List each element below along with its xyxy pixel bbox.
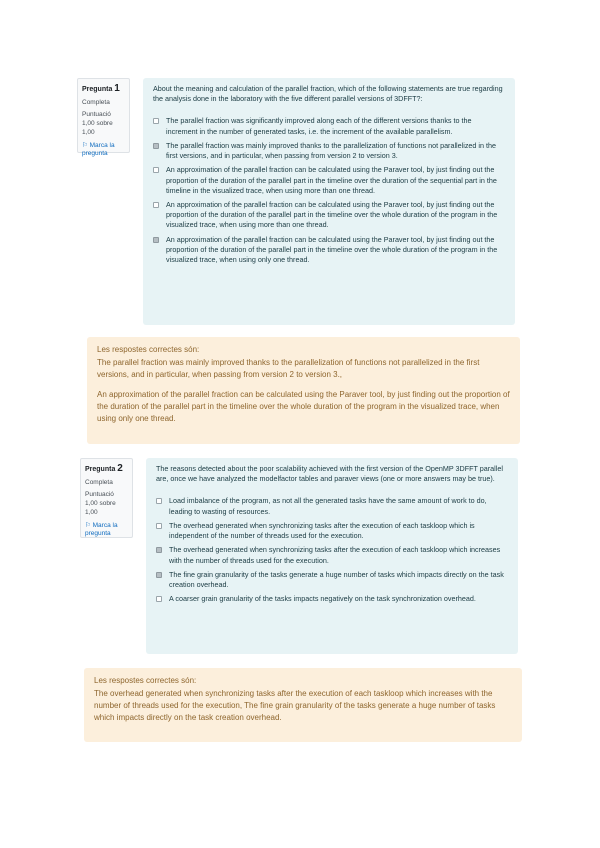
checkbox[interactable]: [156, 523, 162, 529]
question-state: Completa: [85, 478, 113, 486]
answer-option[interactable]: The fine grain granularity of the tasks generate a huge number of tasks which impacts directly on the task creation overhead.: [156, 570, 508, 590]
question-grade: Puntuació 1,00 sobre 1,00: [82, 111, 113, 136]
question-number: Pregunta 2: [85, 463, 123, 474]
question-grade: Puntuació 1,00 sobre 1,00: [85, 491, 116, 516]
feedback-title: Les respostes correctes són:: [97, 345, 200, 354]
answer-option[interactable]: An approximation of the parallel fraction can be calculated using the Paraver tool, by just finding out the proportion of the duration of the parallel part in the timeline over the duration of the sequential part in the timeline in the visualized trace, when using more than one thread.: [153, 165, 505, 196]
question-content-1: [143, 78, 515, 325]
flag-question-link[interactable]: ⚐ Marca la pregunta: [85, 521, 118, 538]
feedback-title: Les respostes correctes són:: [94, 676, 197, 685]
feedback-answer: The parallel fraction was mainly improved thanks to the parallelization of functions not parallelized in the first versions, and in particular, when passing from version 2 to version 3.,: [97, 358, 480, 379]
checkbox[interactable]: [153, 237, 159, 243]
flag-icon: ⚐: [82, 141, 88, 149]
answer-option[interactable]: The parallel fraction was significantly improved along each of the different versions thanks to the increment in the number of generated tasks, i.e. the increment of the available parallelism.: [153, 116, 505, 136]
checkbox[interactable]: [153, 118, 159, 124]
answer-option[interactable]: An approximation of the parallel fraction can be calculated using the Paraver tool, by just finding out the proportion of the duration of the parallel part in the timeline over the whole duration of the program in the visualized trace, when using more than one thread.: [153, 200, 505, 231]
checkbox[interactable]: [156, 547, 162, 553]
question-text: About the meaning and calculation of the parallel fraction, which of the following statements are true regarding the analysis done in the laboratory with the five different parallel versions of 3DFFT?:: [153, 84, 503, 104]
question-content-2: [146, 458, 518, 654]
checkbox[interactable]: [153, 202, 159, 208]
feedback-answer: The overhead generated when synchronizing tasks after the execution of each taskloop which increases with the number of threads used for the execution, The fine grain granularity of the tasks generate a huge number of tasks which impacts directly on the task creation overhead.: [94, 689, 496, 722]
answer-option[interactable]: The overhead generated when synchronizing tasks after the execution of each taskloop which increases with the number of threads used for the execution.: [156, 545, 508, 565]
checkbox[interactable]: [156, 596, 162, 602]
checkbox[interactable]: [153, 143, 159, 149]
answer-option[interactable]: A coarser grain granularity of the tasks impacts negatively on the task synchronization overhead.: [156, 594, 508, 604]
question-info-2: [80, 458, 133, 538]
question-info-1: [77, 78, 130, 158]
answer-option[interactable]: The overhead generated when synchronizing tasks after the execution of each taskloop which is independent of the number of threads used for the execution.: [156, 521, 508, 541]
question-number: Pregunta 1: [82, 83, 120, 94]
checkbox[interactable]: [156, 498, 162, 504]
question-text: The reasons detected about the poor scalability achieved with the first version of the OpenMP 3DFFT parallel are, once we have analyzed the modelfactor tables and paraver views (one or more answers may be true).: [156, 464, 503, 484]
correct-answer-feedback-1: [87, 337, 520, 444]
flag-question-link[interactable]: ⚐ Marca la pregunta: [82, 141, 115, 158]
question-state: Completa: [82, 98, 110, 106]
answer-option[interactable]: An approximation of the parallel fraction can be calculated using the Paraver tool, by just finding out the proportion of the duration of the parallel part in the timeline over the whole duration of the program in the visualized trace, when using only one thread.: [153, 235, 505, 266]
flag-icon: ⚐: [85, 521, 91, 529]
checkbox[interactable]: [153, 167, 159, 173]
answer-option[interactable]: The parallel fraction was mainly improved thanks to the parallelization of functions not parallelized in the first versions, and in particular, when passing from version 2 to version 3.: [153, 141, 505, 161]
checkbox[interactable]: [156, 572, 162, 578]
answer-option[interactable]: Load imbalance of the program, as not all the generated tasks have the same amount of work to do, leading to wasting of resources.: [156, 496, 508, 516]
correct-answer-feedback-2: [84, 668, 522, 742]
feedback-answer: An approximation of the parallel fraction can be calculated using the Paraver tool, by just finding out the proportion of the duration of the parallel part in the timeline over the whole duration of the program in the visualized trace, when using only one thread.: [97, 390, 510, 423]
